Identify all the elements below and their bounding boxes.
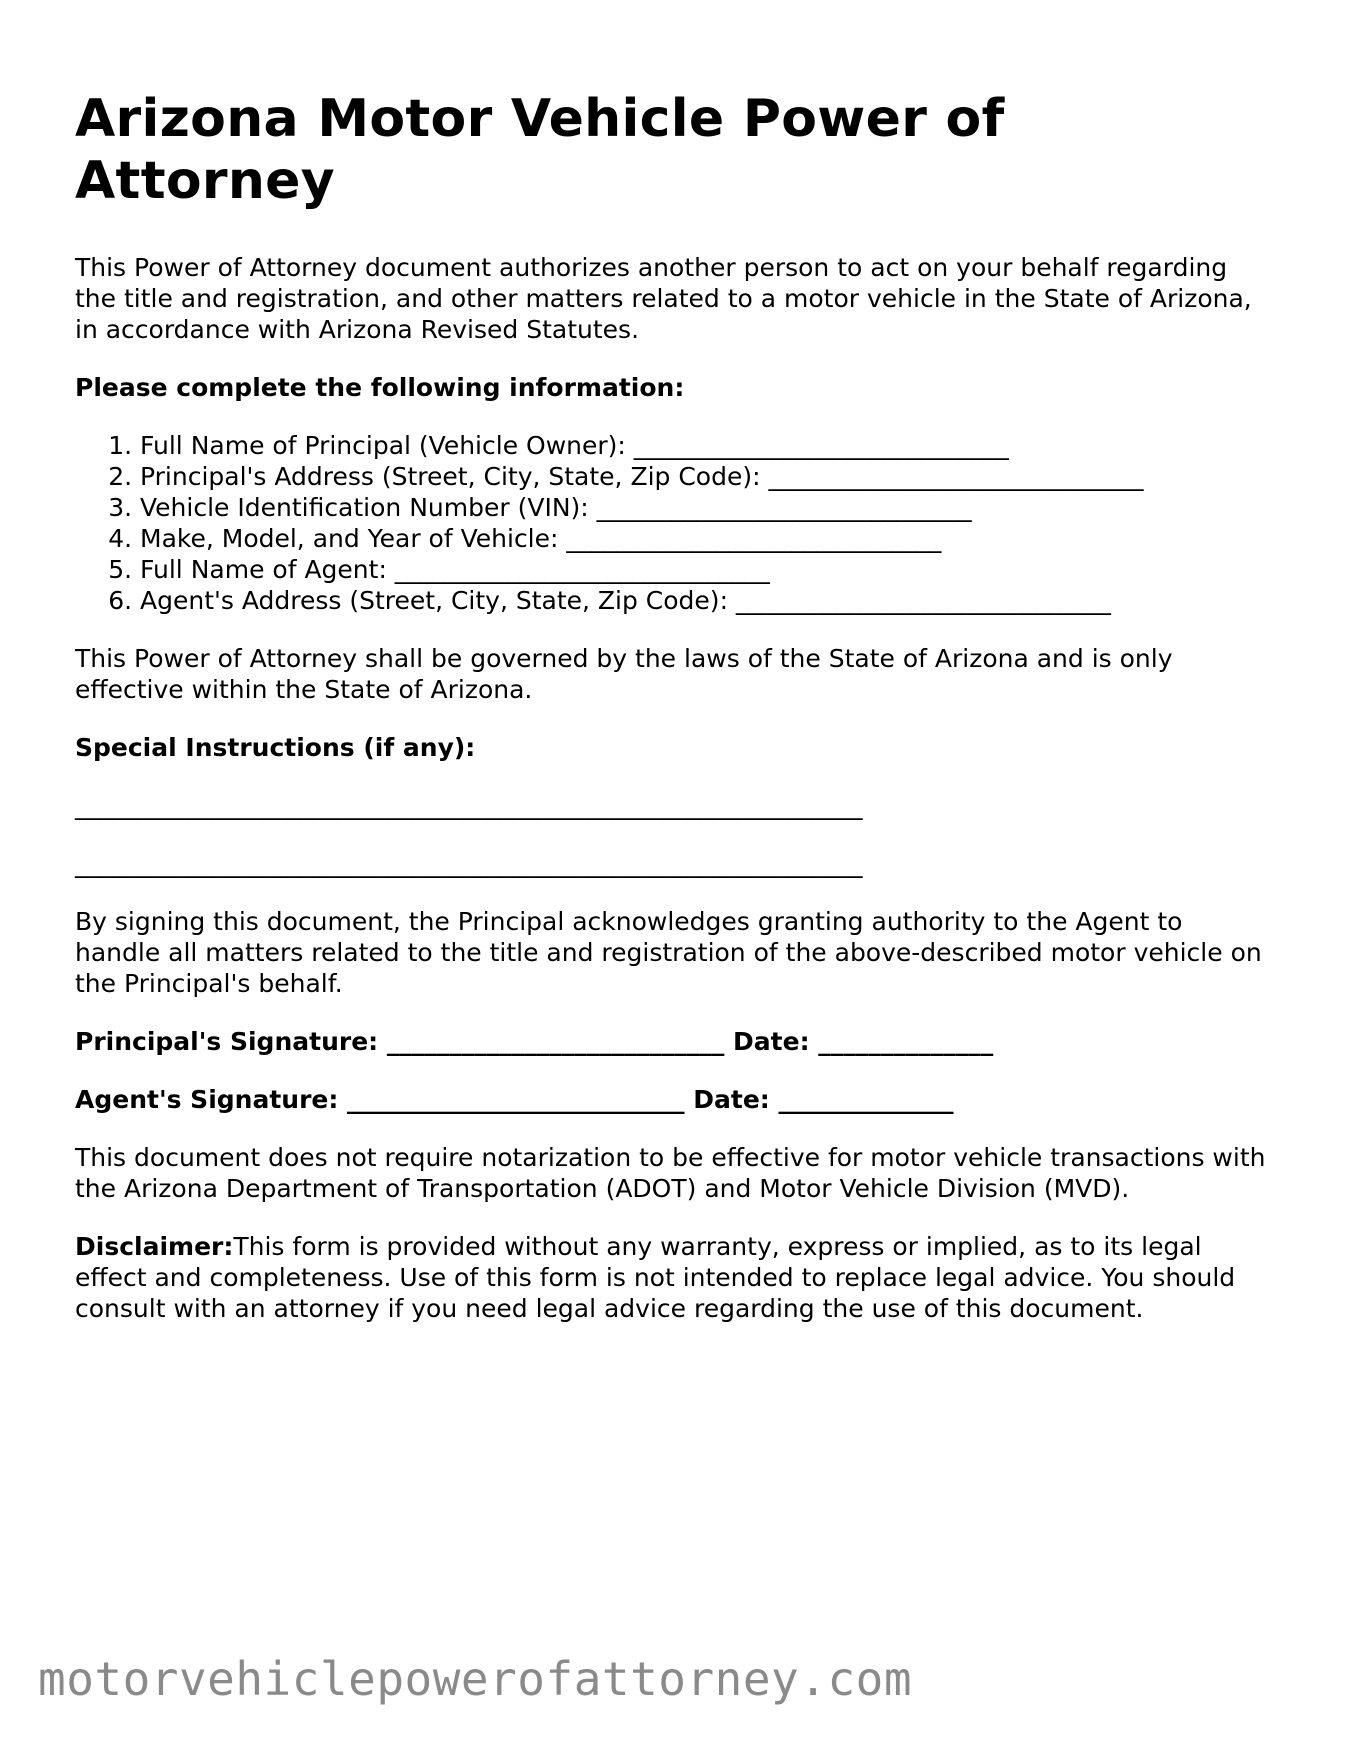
disclaimer-label: Disclaimer: — [75, 1232, 234, 1261]
special-instructions-heading: Special Instructions (if any): — [75, 733, 476, 762]
disclaimer-paragraph — [75, 1231, 1275, 1324]
governing-law-paragraph: This Power of Attorney shall be governed by the laws of the State of Arizona and is only effective within the State of Arizona. — [75, 644, 1173, 704]
notarization-paragraph: This document does not require notarization to be effective for motor vehicle transactions with the Arizona Department of Transportation (ADOT) and Motor Vehicle Division (MVD). — [75, 1143, 1266, 1203]
signing-paragraph: By signing this document, the Principal acknowledges granting authority to the Agent to handle all matters related to the title and registration of the above-described motor vehicle on the Principal's behalf. — [75, 907, 1262, 998]
information-fields-list — [75, 430, 1275, 616]
special-instructions-line-1[interactable]: _______________________________________________________________ — [75, 791, 863, 820]
agent-signature-line[interactable]: Agent's Signature: ___________________________ Date: ______________ — [75, 1085, 954, 1114]
complete-info-heading: Please complete the following information: — [75, 373, 685, 402]
field-principal-name[interactable]: 1. Full Name of Principal (Vehicle Owner): ______________________________ — [140, 430, 1275, 461]
principal-signature-line[interactable]: Principal's Signature: ___________________________ Date: ______________ — [75, 1027, 994, 1056]
field-agent-address[interactable]: 6. Agent's Address (Street, City, State, Zip Code): ______________________________ — [140, 585, 1275, 616]
field-agent-name[interactable]: 5. Full Name of Agent: ______________________________ — [140, 554, 1275, 585]
field-vin[interactable]: 3. Vehicle Identification Number (VIN): ______________________________ — [140, 492, 1275, 523]
disclaimer-text: This form is provided without any warranty, express or implied, as to its legal effect and completeness. Use of this form is not intended to replace legal advice. You should consult with an attorney if you need legal advice regarding the use of this document. — [75, 1232, 1236, 1323]
field-principal-address[interactable]: 2. Principal's Address (Street, City, State, Zip Code): ______________________________ — [140, 461, 1275, 492]
site-watermark: motorvehiclepowerofattorney.com — [38, 1652, 913, 1706]
field-make-model-year[interactable]: 4. Make, Model, and Year of Vehicle: ______________________________ — [140, 523, 1275, 554]
document-title: Arizona Motor Vehicle Power of Attorney — [75, 89, 1005, 211]
document-page — [75, 88, 1275, 1324]
intro-paragraph: This Power of Attorney document authorizes another person to act on your behalf regarding the title and registration, and other matters related to a motor vehicle in the State of Arizona, in accordance with Arizona Revised Statutes. — [75, 253, 1252, 344]
special-instructions-line-2[interactable]: _______________________________________________________________ — [75, 849, 863, 878]
